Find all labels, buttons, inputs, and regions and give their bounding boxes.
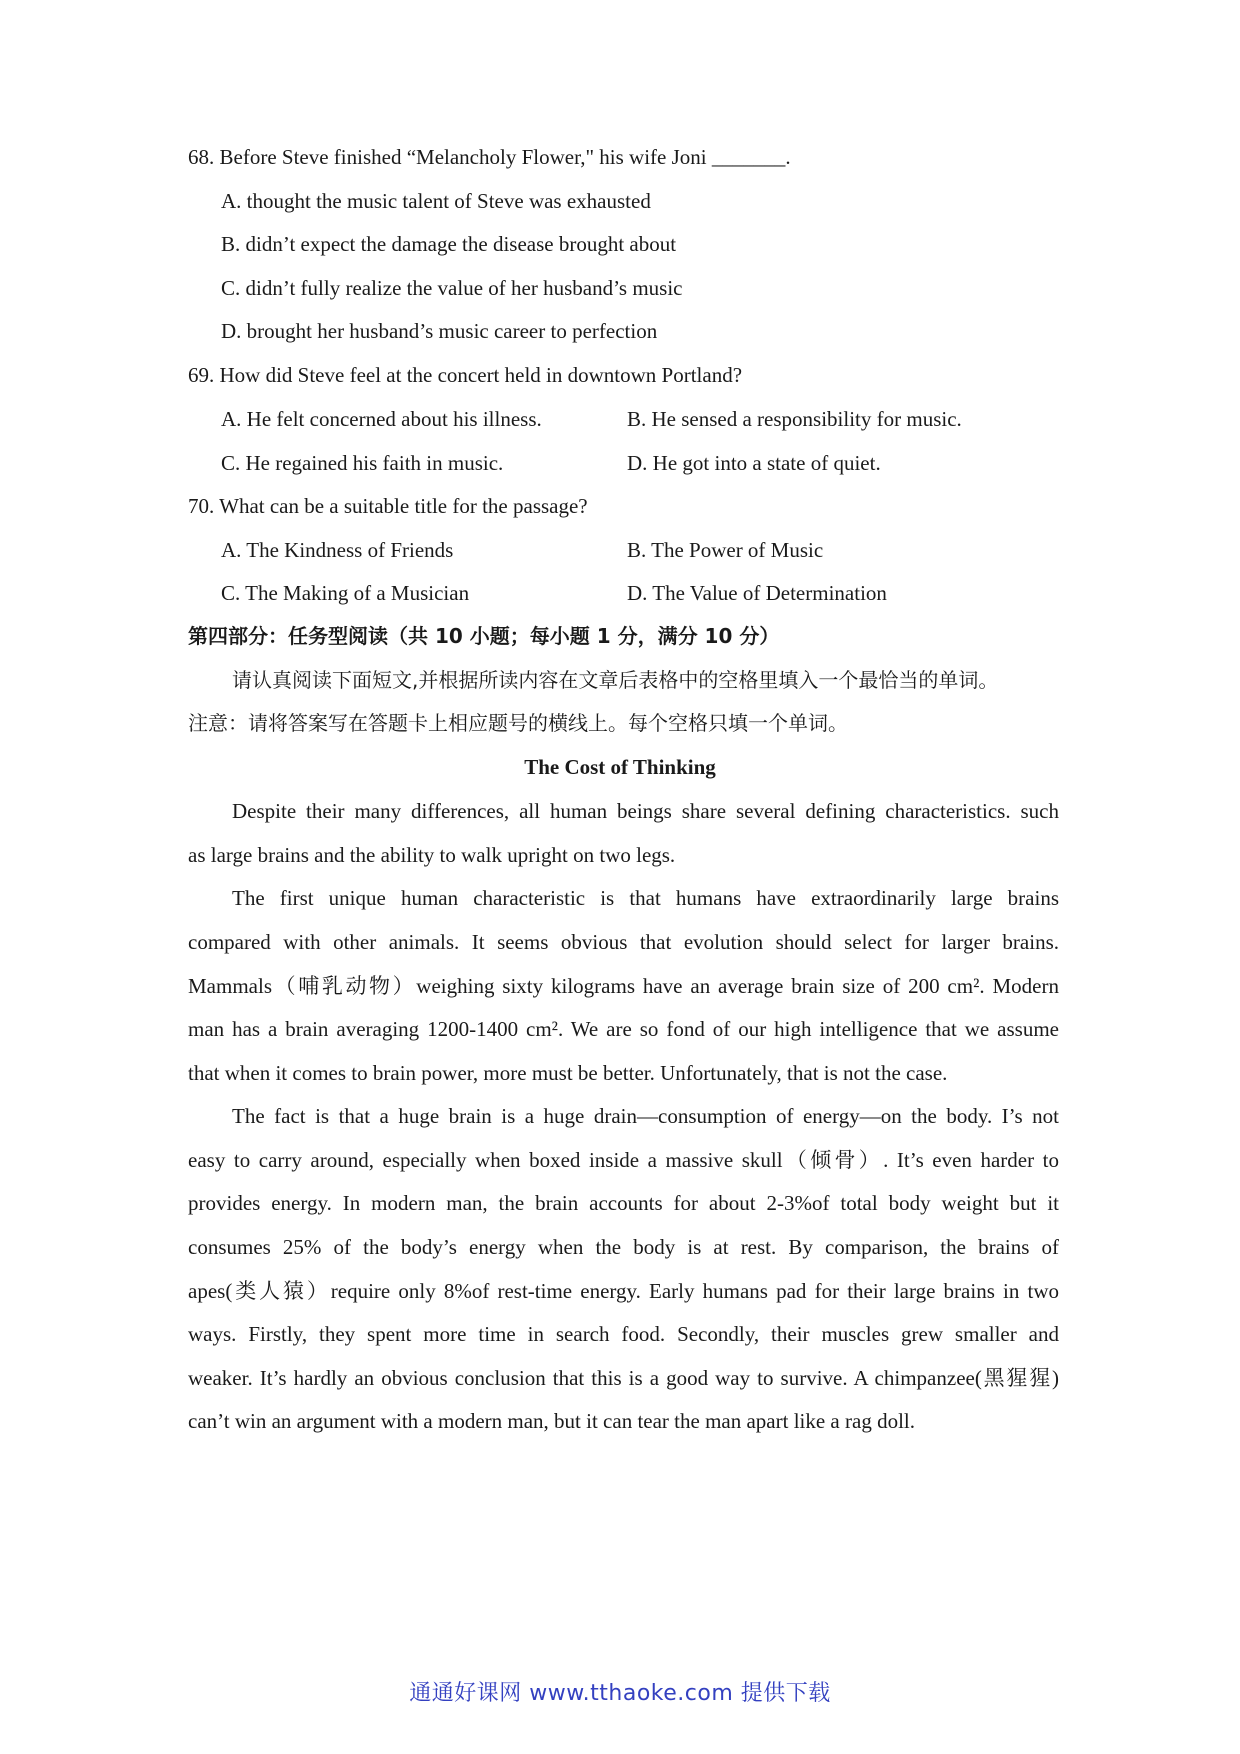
section-heading: 第四部分：任务型阅读（共 10 小题；每小题 1 分，满分 10 分）	[188, 624, 780, 648]
section-instruction: 请认真阅读下面短文,并根据所读内容在文章后表格中的空格里填入一个最恰当的单词。	[232, 668, 999, 692]
section-note: 注意：请将答案写在答题卡上相应题号的横线上。每个空格只填一个单词。	[188, 711, 848, 735]
paragraph-3-line: consumes 25% of the body’s energy when the body is at rest. By comparison, the brains of	[188, 1235, 1059, 1259]
paragraph-2-line: Mammals（哺乳动物）weighing sixty kilograms have an average brain size of 200 cm². Modern	[188, 974, 1059, 998]
paragraph-3-line: The fact is that a huge brain is a huge drain—consumption of energy—on the body. I’s not	[232, 1104, 1059, 1128]
paragraph-1-line: as large brains and the ability to walk upright on two legs.	[188, 843, 676, 867]
paragraph-2-line: compared with other animals. It seems obvious that evolution should select for larger brains.	[188, 930, 1059, 954]
paragraph-3-line: provides energy. In modern man, the brain accounts for about 2-3%of total body weight but it	[188, 1191, 1059, 1215]
question-70-stem: 70. What can be a suitable title for the passage?	[188, 494, 588, 518]
paragraph-3-line: weaker. It’s hardly an obvious conclusion that this is a good way to survive. A chimpanzee(黑猩猩)	[188, 1366, 1059, 1390]
passage-title: The Cost of Thinking	[524, 755, 716, 779]
paragraph-2-line: that when it comes to brain power, more must be better. Unfortunately, that is not the case.	[188, 1061, 948, 1085]
question-70-option-d: D. The Value of Determination	[627, 581, 887, 605]
question-70-option-a: A. The Kindness of Friends	[221, 538, 454, 562]
question-70-option-b: B. The Power of Music	[627, 538, 824, 562]
paragraph-2-line: The first unique human characteristic is that humans have extraordinarily large brains	[232, 886, 1059, 910]
question-69-option-d: D. He got into a state of quiet.	[627, 451, 881, 475]
question-68-option-b: B. didn’t expect the damage the disease brought about	[221, 232, 677, 256]
question-68-stem: 68. Before Steve finished “Melancholy Flower," his wife Joni _______.	[188, 145, 791, 169]
paragraph-3-line: apes(类人猿）require only 8%of rest-time energy. Early humans pad for their large brains in two	[188, 1279, 1059, 1303]
paragraph-3-line: ways. Firstly, they spent more time in search food. Secondly, their muscles grew smaller and	[188, 1322, 1059, 1346]
question-70-option-c: C. The Making of a Musician	[221, 581, 470, 605]
paragraph-3-line: easy to carry around, especially when boxed inside a massive skull（倾骨）. It’s even harder to	[188, 1148, 1059, 1172]
paragraph-3-line: can’t win an argument with a modern man, but it can tear the man apart like a rag doll.	[188, 1409, 915, 1433]
question-68-option-c: C. didn’t fully realize the value of her husband’s music	[221, 276, 683, 300]
paragraph-2-line: man has a brain averaging 1200-1400 cm². We are so fond of our high intelligence that we assume	[188, 1017, 1059, 1041]
question-68-option-d: D. brought her husband’s music career to perfection	[221, 319, 658, 343]
footer-download-note[interactable]: 通通好课网 www.tthaoke.com 提供下载	[409, 1681, 831, 1706]
paragraph-1-line: Despite their many differences, all human beings share several defining characteristics. such	[232, 799, 1059, 823]
question-69-option-a: A. He felt concerned about his illness.	[221, 407, 542, 431]
question-69-option-c: C. He regained his faith in music.	[221, 451, 504, 475]
question-69-option-b: B. He sensed a responsibility for music.	[627, 407, 962, 431]
question-68-option-a: A. thought the music talent of Steve was exhausted	[221, 189, 651, 213]
question-69-stem: 69. How did Steve feel at the concert held in downtown Portland?	[188, 363, 743, 387]
